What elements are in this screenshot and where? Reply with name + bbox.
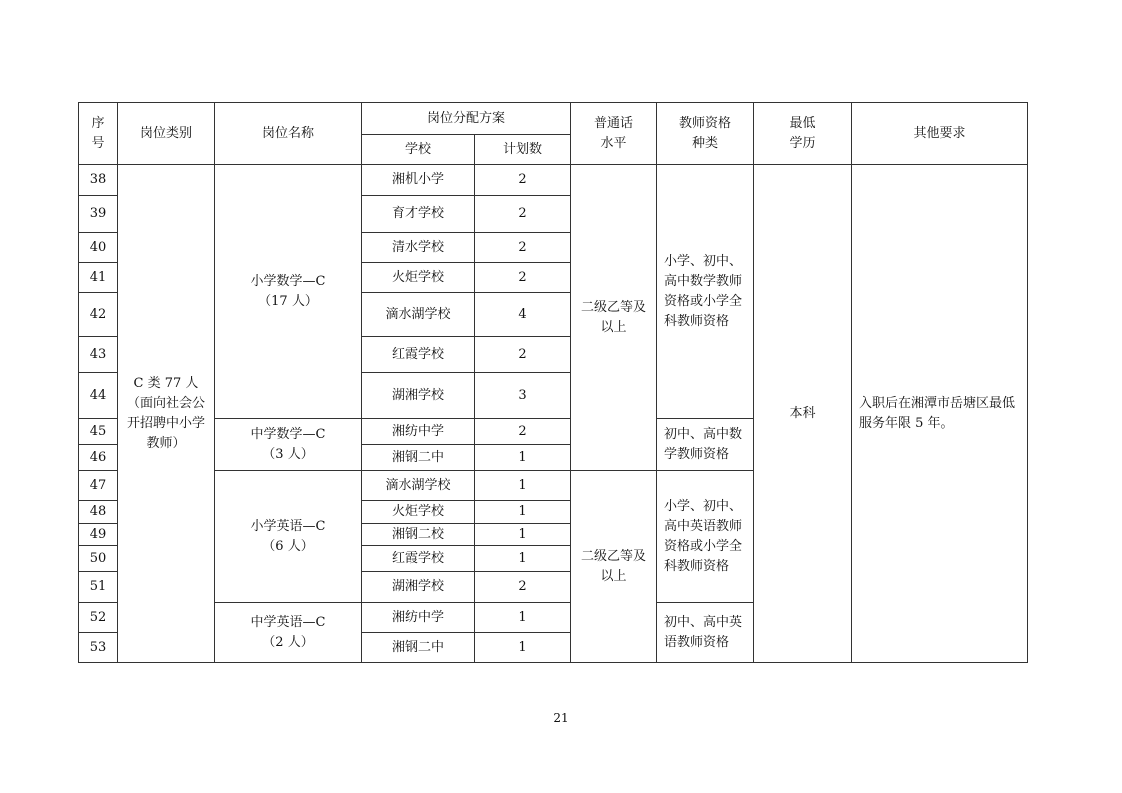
row-count: 2 xyxy=(475,263,571,293)
row-school: 滴水湖学校 xyxy=(362,471,475,501)
row-count: 2 xyxy=(475,337,571,373)
row-count: 2 xyxy=(475,233,571,263)
row-count: 2 xyxy=(475,165,571,196)
header-min-edu: 最低 学历 xyxy=(754,103,852,165)
header-mandarin: 普通话 水平 xyxy=(571,103,657,165)
row-school: 湘钢二校 xyxy=(362,524,475,546)
header-teacher-cert: 教师资格 种类 xyxy=(657,103,754,165)
group-primary-math: 小学数学—C （17 人） xyxy=(215,165,362,419)
mandarin-level-cell-2: 二级乙等及以上 xyxy=(571,471,657,663)
row-no: 49 xyxy=(79,524,118,546)
cert-middle-english: 初中、高中英语教师资格 xyxy=(657,603,754,663)
row-count: 1 xyxy=(475,471,571,501)
header-other: 其他要求 xyxy=(852,103,1028,165)
row-no: 53 xyxy=(79,633,118,663)
mandarin-level-cell: 二级乙等及以上 xyxy=(571,165,657,471)
row-school: 滴水湖学校 xyxy=(362,293,475,337)
row-school: 湘钢二中 xyxy=(362,445,475,471)
row-no: 43 xyxy=(79,337,118,373)
row-school: 红霞学校 xyxy=(362,546,475,572)
recruitment-table xyxy=(78,102,1028,663)
group-middle-math: 中学数学—C （3 人） xyxy=(215,419,362,471)
row-no: 39 xyxy=(79,196,118,233)
row-school: 红霞学校 xyxy=(362,337,475,373)
row-no: 52 xyxy=(79,603,118,633)
row-no: 45 xyxy=(79,419,118,445)
row-count: 2 xyxy=(475,572,571,603)
row-no: 50 xyxy=(79,546,118,572)
row-count: 1 xyxy=(475,603,571,633)
row-count: 3 xyxy=(475,373,571,419)
row-school: 清水学校 xyxy=(362,233,475,263)
cert-primary-math: 小学、初中、高中数学教师资格或小学全科教师资格 xyxy=(657,165,754,419)
row-no: 38 xyxy=(79,165,118,196)
category-cell: C 类 77 人（面向社会公开招聘中小学教师） xyxy=(118,165,215,663)
cert-middle-math: 初中、高中数学教师资格 xyxy=(657,419,754,471)
row-count: 4 xyxy=(475,293,571,337)
row-count: 2 xyxy=(475,419,571,445)
row-school: 湘钢二中 xyxy=(362,633,475,663)
cert-primary-english: 小学、初中、高中英语教师资格或小学全科教师资格 xyxy=(657,471,754,603)
row-school: 火炬学校 xyxy=(362,263,475,293)
education-cell: 本科 xyxy=(754,165,852,663)
header-school: 学校 xyxy=(362,135,475,165)
row-no: 41 xyxy=(79,263,118,293)
group-primary-english: 小学英语—C （6 人） xyxy=(215,471,362,603)
header-position-name: 岗位名称 xyxy=(215,103,362,165)
row-count: 1 xyxy=(475,501,571,524)
row-school: 湖湘学校 xyxy=(362,373,475,419)
page-number: 21 xyxy=(553,711,569,725)
row-school: 湖湘学校 xyxy=(362,572,475,603)
row-school: 湘纺中学 xyxy=(362,419,475,445)
header-allocation: 岗位分配方案 xyxy=(362,103,571,135)
row-school: 湘机小学 xyxy=(362,165,475,196)
row-no: 46 xyxy=(79,445,118,471)
row-no: 48 xyxy=(79,501,118,524)
row-no: 44 xyxy=(79,373,118,419)
row-school: 育才学校 xyxy=(362,196,475,233)
row-count: 2 xyxy=(475,196,571,233)
row-no: 47 xyxy=(79,471,118,501)
row-count: 1 xyxy=(475,546,571,572)
header-category: 岗位类别 xyxy=(118,103,215,165)
row-school: 湘纺中学 xyxy=(362,603,475,633)
row-no: 51 xyxy=(79,572,118,603)
row-no: 40 xyxy=(79,233,118,263)
other-requirement-cell: 入职后在湘潭市岳塘区最低服务年限 5 年。 xyxy=(852,165,1028,663)
header-plan-count: 计划数 xyxy=(475,135,571,165)
row-count: 1 xyxy=(475,524,571,546)
row-count: 1 xyxy=(475,633,571,663)
group-middle-english: 中学英语—C （2 人） xyxy=(215,603,362,663)
row-count: 1 xyxy=(475,445,571,471)
row-school: 火炬学校 xyxy=(362,501,475,524)
header-seq: 序 号 xyxy=(79,103,118,165)
row-no: 42 xyxy=(79,293,118,337)
